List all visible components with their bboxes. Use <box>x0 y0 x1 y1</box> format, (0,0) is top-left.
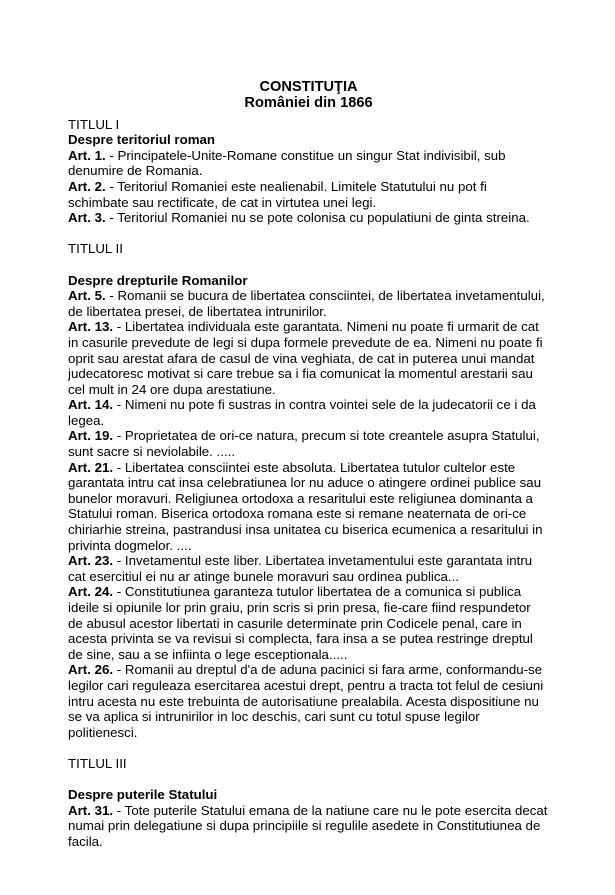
article-text: - Proprietatea de ori-ce natura, precum si tote creantele asupra Statului, sunt sacre si neviolabile. ..... <box>68 428 540 460</box>
article-paragraph <box>68 288 549 319</box>
section-heading: Despre puterile Statului <box>68 787 218 803</box>
article-paragraph <box>68 319 549 397</box>
article-text: - Romanii au dreptul d'a de aduna pacinici si fara arme, conformandu-se legilor cari reguleaza esercitarea acestui drept, pentru a tracta tot felul de cesiuni intru acesta nu este trebuinta de autorisatiune prealabila. Acesta dispositiune nu se va aplica si intrunirilor in loc deschis, cari sunt cu totul spuse legilor politienesci. <box>68 662 544 740</box>
document-title-line1: CONSTITUŢIA <box>259 79 358 95</box>
article-text: - Libertatea individuala este garantata. Nimeni nu poate fi urmarit de cat in casurile prevedute de legi si dupa formele prevedute de ea. Nimeni nu poate fi oprit sau arestat afara de casul de vina veghiata, de cat in puterea unui mandat judecatoresc motivat si care trebue sa i fia comunicat la momentul arestarii sau cel mult in 24 ore dupa arestatiune. <box>68 319 543 397</box>
article-paragraph <box>68 148 549 179</box>
article-label: Art. 2. <box>68 178 106 194</box>
section-titlul-iii <box>68 756 549 850</box>
article-text: - Romanii se bucura de libertatea consciintei, de libertatea invetamentului, de libertatea presei, de libertatea intrunirilor. <box>68 288 545 319</box>
article-paragraph <box>68 397 549 428</box>
article-paragraph <box>68 210 549 226</box>
section-heading: Despre teritoriul roman <box>68 132 216 148</box>
article-text: - Teritoriul Romaniei este nealienabil. Limitele Statutului nu pot fi schimbate sau rectificate, de cat in virtutea unei legi. <box>68 178 487 210</box>
section-titlul-ii <box>68 241 549 740</box>
article-text: - Tote puterile Statului emana de la natiune care nu le pote esercita decat numai prin delegatiune si dupa principiile si regulile asedete in Constitutiunea de facila. <box>68 802 548 849</box>
article-text: - Libertatea consciintei este absoluta. Libertatea tutulor cultelor este garantata intru cat insa celebratiunea lor nu aduce o atingere ordinei publice sau bunelor moravuri. Religiunea ortodoxa a resaritului este religiunea dominanta a Statului roman. Biserica ortodoxa romana este si remane neaternata de ori-ce chiriarhie streina, pastrandusi insa unitatea cu biserica ecumenica a resaritului in privinta dogmelor. .... <box>68 459 543 553</box>
article-label: Art. 24. <box>68 584 114 600</box>
article-label: Art. 3. <box>68 210 106 226</box>
article-label: Art. 21. <box>68 459 114 475</box>
article-paragraph <box>68 460 549 554</box>
article-label: Art. 23. <box>68 553 114 569</box>
section-titlu-label: TITLUL I <box>68 116 120 132</box>
article-label: Art. 1. <box>68 147 106 163</box>
article-paragraph <box>68 428 549 459</box>
article-paragraph <box>68 179 549 210</box>
article-label: Art. 14. <box>68 397 114 413</box>
article-text: - Principatele-Unite-Romane constitue un singur Stat indivisibil, sub denumire de Romania. <box>68 147 506 179</box>
article-text: - Constitutiunea garanteza tutulor libertatea de a comunica si publica ideile si opiunile lor prin graiu, prin scris si prin presa, fie-care fiind respundetor de abusul acestor libertati in casurile determinate prin Codicele penal, care in acesta privinta se va revisui si complecta, fara insa a se putea restringe dreptul de sine, sau a se infiinta o lege esceptionala..... <box>68 584 533 662</box>
article-text: - Invetamentul este liber. Libertatea invetamentului este garantata intru cat esercitiul ei nu ar atinge bunele moravuri sau ordinea publica... <box>68 553 533 584</box>
section-titlu-label: TITLUL II <box>68 241 123 257</box>
article-paragraph <box>68 662 549 740</box>
article-paragraph <box>68 803 549 850</box>
article-label: Art. 13. <box>68 319 114 335</box>
section-titlu-label: TITLUL III <box>68 755 127 771</box>
document-title <box>68 80 549 112</box>
article-paragraph <box>68 584 549 662</box>
article-label: Art. 26. <box>68 662 114 678</box>
document-title-line2: României din 1866 <box>244 94 373 111</box>
article-text: - Nimeni nu pote fi sustras in contra vointei sele de la judecatorii ce i da legea. <box>68 397 536 428</box>
article-label: Art. 19. <box>68 428 114 444</box>
article-label: Art. 5. <box>68 288 106 304</box>
article-label: Art. 31. <box>68 802 114 818</box>
document-body <box>68 117 549 850</box>
article-text: - Teritoriul Romaniei nu se pote colonisa cu populatiuni de ginta streina. <box>105 210 530 226</box>
section-titlul-i <box>68 117 549 226</box>
article-paragraph <box>68 553 549 584</box>
section-heading: Despre drepturile Romanilor <box>68 272 248 288</box>
